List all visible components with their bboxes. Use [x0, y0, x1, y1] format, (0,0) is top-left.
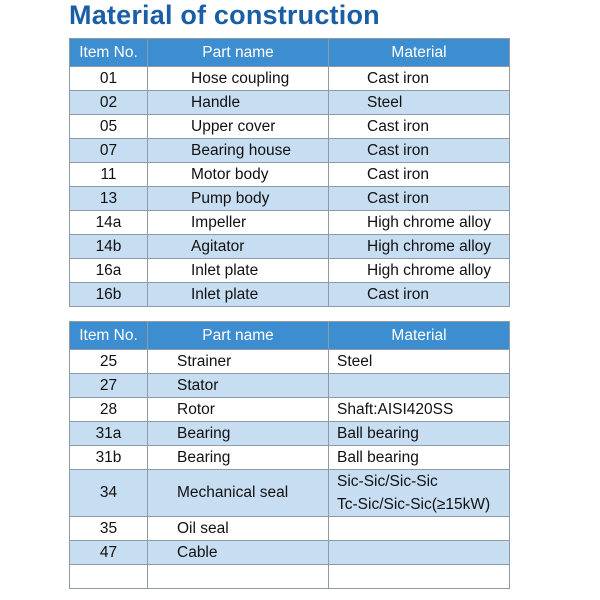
part-name-cell [148, 565, 329, 589]
table-row [70, 139, 510, 163]
material-cell [329, 470, 510, 517]
material-cell: High chrome alloy [329, 211, 510, 235]
material-cell [329, 517, 510, 541]
material-cell: Ball bearing [329, 422, 510, 446]
item-no-cell: 28 [70, 398, 148, 422]
table-row [70, 446, 510, 470]
material-cell: High chrome alloy [329, 235, 510, 259]
part-name-cell: Inlet plate [148, 283, 329, 307]
material-cell: Steel [329, 91, 510, 115]
table-header-row [70, 39, 510, 67]
item-no-cell: 25 [70, 350, 148, 374]
part-name-cell: Bearing [148, 446, 329, 470]
table-row [70, 163, 510, 187]
table-row [70, 541, 510, 565]
table-row [70, 398, 510, 422]
part-name-cell: Cable [148, 541, 329, 565]
item-no-cell: 14b [70, 235, 148, 259]
part-name-cell: Mechanical seal [148, 470, 329, 517]
part-name-cell: Stator [148, 374, 329, 398]
table-row [70, 235, 510, 259]
item-no-cell [70, 565, 148, 589]
item-no-cell: 02 [70, 91, 148, 115]
material-cell: Cast iron [329, 187, 510, 211]
part-name-cell: Hose coupling [148, 67, 329, 91]
item-no-cell: 11 [70, 163, 148, 187]
table-header-row [70, 322, 510, 350]
item-no-cell: 27 [70, 374, 148, 398]
part-name-cell: Agitator [148, 235, 329, 259]
part-name-cell: Handle [148, 91, 329, 115]
table-row [70, 115, 510, 139]
header-item-no: Item No. [70, 39, 148, 67]
material-cell [329, 374, 510, 398]
material-cell [329, 565, 510, 589]
header-part-name: Part name [148, 322, 329, 350]
material-cell: Cast iron [329, 163, 510, 187]
material-cell [329, 541, 510, 565]
item-no-cell: 35 [70, 517, 148, 541]
table-row [70, 350, 510, 374]
material-cell: Shaft:AISI420SS [329, 398, 510, 422]
material-cell: Cast iron [329, 283, 510, 307]
part-name-cell: Bearing house [148, 139, 329, 163]
item-no-cell: 16b [70, 283, 148, 307]
item-no-cell: 14a [70, 211, 148, 235]
table-row [70, 565, 510, 589]
item-no-cell: 05 [70, 115, 148, 139]
part-name-cell: Impeller [148, 211, 329, 235]
part-name-cell: Rotor [148, 398, 329, 422]
table-row [70, 470, 510, 517]
part-name-cell: Motor body [148, 163, 329, 187]
table-row [70, 422, 510, 446]
table-row [70, 259, 510, 283]
part-name-cell: Bearing [148, 422, 329, 446]
part-name-cell: Pump body [148, 187, 329, 211]
material-line-2: Tc-Sic/Sic-Sic(≥15kW) [337, 496, 491, 513]
item-no-cell: 13 [70, 187, 148, 211]
table-row [70, 517, 510, 541]
header-part-name: Part name [148, 39, 329, 67]
item-no-cell: 47 [70, 541, 148, 565]
table-row [70, 374, 510, 398]
part-name-cell: Oil seal [148, 517, 329, 541]
table-row [70, 91, 510, 115]
material-cell: Cast iron [329, 139, 510, 163]
material-table-2 [69, 321, 510, 589]
item-no-cell: 16a [70, 259, 148, 283]
material-line-1: Sic-Sic/Sic-Sic [337, 473, 438, 490]
material-cell: Steel [329, 350, 510, 374]
table-row [70, 67, 510, 91]
header-item-no: Item No. [70, 322, 148, 350]
material-cell: Cast iron [329, 67, 510, 91]
item-no-cell: 01 [70, 67, 148, 91]
item-no-cell: 07 [70, 139, 148, 163]
material-table-1 [69, 38, 510, 307]
header-material: Material [329, 39, 510, 67]
part-name-cell: Strainer [148, 350, 329, 374]
table-row [70, 283, 510, 307]
item-no-cell: 34 [70, 470, 148, 517]
table-row [70, 187, 510, 211]
table-row [70, 211, 510, 235]
item-no-cell: 31b [70, 446, 148, 470]
material-cell: Ball bearing [329, 446, 510, 470]
page-title: Material of construction [69, 0, 380, 30]
material-cell: High chrome alloy [329, 259, 510, 283]
part-name-cell: Upper cover [148, 115, 329, 139]
header-material: Material [329, 322, 510, 350]
material-cell: Cast iron [329, 115, 510, 139]
part-name-cell: Inlet plate [148, 259, 329, 283]
item-no-cell: 31a [70, 422, 148, 446]
